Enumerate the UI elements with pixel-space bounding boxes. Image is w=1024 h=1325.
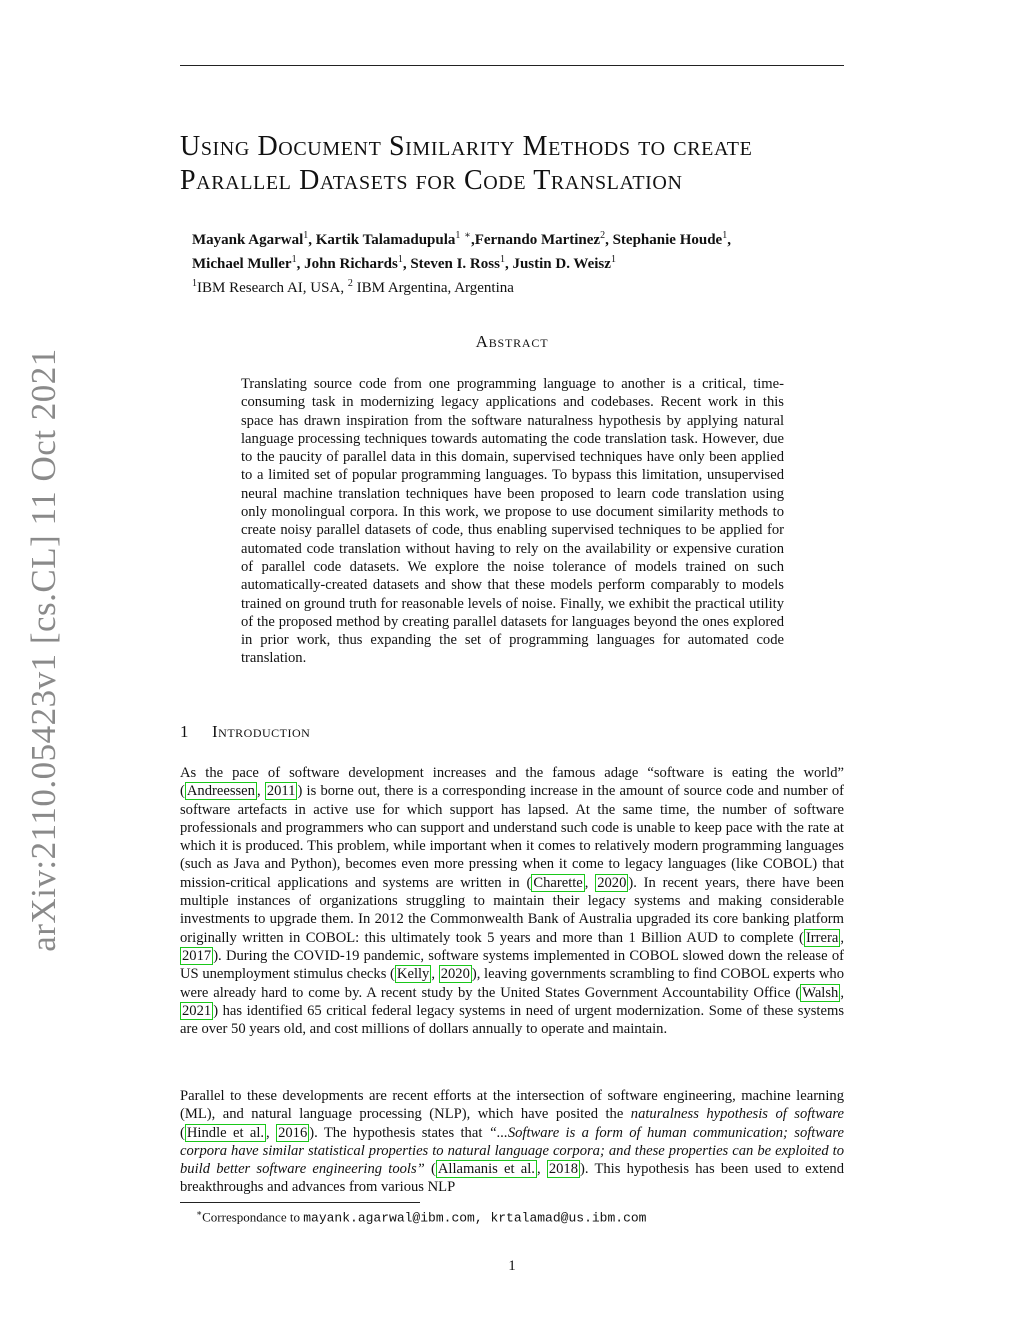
citation-year: 2021 [182,1002,212,1019]
affiliation-mark: 1 [610,254,616,265]
author-name: , Kartik Talamadupula [308,232,456,248]
affiliation-mark: 1 [303,230,309,241]
citation-year: 2018 [548,1161,578,1178]
author-name: , Steven I. Ross [402,256,500,272]
section-number: 1 [180,722,189,741]
body-text: ). This hypothesis has been used to extend breakthroughs and advances from various NLP [180,1161,845,1196]
abstract-text: Translating source code from one programming language to another is a critical, time-consuming task in modernizing legacy applications and codebases. Recent work in this space has drawn inspiration from the software naturalness hypothesis by applying natural language processing techniques towards automating the code translation task. However, due to the paucity of parallel data in this domain, supervised techniques have only been applied to a limited set of popular programming languages. To bypass this limitation, unsupervised neural machine translation techniques have been proposed to learn code translation using only monolingual corpora. In this work, we propose to use document similarity methods to create noisy parallel datasets of code, thus enabling supervised techniques to be applied for automated code translation without having to rely on the availability or expensive curation of parallel code datasets. We explore the noise tolerance of models trained on such automatically-created datasets and show that these models perform comparably to models trained on ground truth for reasonable levels of noise. Finally, we exhibit the practical utility of the proposed method by creating parallel datasets for languages beyond the ones explored in prior work, thus expanding the set of programming languages for automated code translation. [241,376,784,667]
body-text: As the pace of software development increases and the famous adage “software is eating the world” ( [180,765,844,800]
affiliation-mark: 1 [192,278,197,289]
affiliation-mark: 2 [600,230,606,241]
emphasized-quote: “...Software is a form of human communication; software corpora have similar statistical properties to natural language corpora; and these properties can be exploited to build better software engineering tools” [180,1124,844,1178]
citation-author: Irrera [805,929,839,946]
body-text: ). In recent years, there have been multiple instances of organizations struggling to maintain their legacy systems and making considerable investments to upgrade them. In 2012 the Commonwealth Bank of Australia upgraded its core banking platform originally written in COBOL: this ultimately took 5 years and more than 1 Billion AUD to complete ( [180,874,845,946]
affiliation-mark: 1 [397,254,403,265]
title-line-1: Using Document Similarity Methods to create [180,131,753,162]
author-name: ,Fernando Martinez [470,232,601,248]
abstract-heading: Abstract [475,332,549,351]
body-text: , [266,1124,277,1141]
citation-link[interactable] [185,782,257,800]
citation-link[interactable] [180,1002,213,1020]
emphasized-text: naturalness hypothesis of software [630,1106,844,1123]
citation-link[interactable] [436,1160,537,1178]
footnote-rule [180,1202,420,1203]
body-text: , [536,1161,547,1178]
header-rule [180,65,844,66]
citation-link[interactable] [595,874,628,892]
body-text: ) is borne out, there is a corresponding increase in the amount of source code and number of software artefacts in active use for which support has lapsed. At the same time, the number of software professionals and programmers who can support and understand such code is unable to keep pace with the rate at which it is produced. This problem, while important when it comes to relatively modern programming languages (such as Java and Python), becomes even more pressing when it come to legacy languages (like COBOL) that mission-critical applications and systems are written in ( [180,783,844,891]
citation-link[interactable] [395,965,431,983]
affiliation-mark: 1 [499,254,505,265]
affiliations [192,274,832,298]
citation-link[interactable] [439,965,472,983]
contact-emails[interactable]: mayank.agarwal@ibm.com, krtalamad@us.ibm.com [303,1210,647,1226]
citation-year: 2020 [440,966,470,983]
citation-author: Kelly [396,966,430,983]
section-heading-introduction [180,722,310,742]
affiliation-mark: 1 [455,230,461,241]
affiliation-mark: 1 [291,254,297,265]
author-name: , Stephanie Houde [605,232,723,248]
arxiv-identifier: arXiv:2110.05423v1 [cs.CL] 11 Oct 2021 [24,348,63,952]
body-text: , [256,783,265,800]
affiliation-mark: 1 [722,230,728,241]
citation-link[interactable] [800,984,840,1002]
citation-link[interactable] [547,1160,580,1178]
body-text: ), leaving governments scrambling to find COBOL experts who were already hard to come by. A recent study by the United States Government Accountability Office ( [180,966,844,1001]
citation-link[interactable] [531,874,584,892]
author-name: , Justin D. Weisz [504,256,611,272]
title-line-2: Parallel Datasets for Code Translation [180,165,683,196]
citation-author: Walsh [802,984,839,1001]
body-text: Parallel to these developments are recent efforts at the intersection of software engineering, machine learning (ML), and natural language processing (NLP), which have posited the [180,1088,844,1123]
body-text: , [584,874,596,891]
affiliation-mark: 2 [347,278,353,289]
author-names-line-2 [192,250,832,274]
affiliation-text: IBM Research AI, USA, [197,280,348,296]
page-number: 1 [508,1258,516,1274]
citation-author: Andreessen [186,783,255,800]
body-text: , [840,984,844,1001]
author-block [192,226,832,298]
citation-link[interactable] [185,1124,266,1142]
footnote-marker[interactable]: ∗ [464,230,471,241]
body-text: ). The hypothesis states that [309,1124,489,1141]
citation-author: Charette [533,874,583,891]
author-name: Michael Muller [192,256,292,272]
author-name: , John Richards [296,256,398,272]
footnote-marker: ∗ [196,1208,203,1218]
citation-year: 2011 [266,783,296,800]
footnote [196,1208,646,1225]
intro-paragraph-1 [180,764,844,1038]
affiliation-text: IBM Argentina, Argentina [352,280,514,296]
body-text: , [431,966,439,983]
citation-link[interactable] [180,947,213,965]
citation-author: Hindle et al. [186,1124,265,1141]
body-text: ( [424,1161,436,1178]
body-text: ( [180,1124,185,1141]
citation-link[interactable] [265,782,298,800]
citation-link[interactable] [804,929,840,947]
author-separator: , [727,232,731,248]
author-names-line-1 [192,226,832,250]
author-name: Mayank Agarwal [192,232,304,248]
citation-year: 2020 [597,874,627,891]
section-title: Introduction [212,722,311,741]
citation-link[interactable] [276,1124,309,1142]
footnote-text: Correspondance to [202,1209,304,1225]
citation-author: Allamanis et al. [437,1161,535,1178]
paper-title [180,130,860,198]
citation-year: 2017 [182,947,212,964]
body-text: ). During the COVID-19 pandemic, software systems implemented in COBOL slowed down the release of US unemployment stimulus checks ( [180,947,844,983]
body-text: , [840,929,844,946]
intro-paragraph-2 [180,1087,844,1197]
body-text: ) has identified 65 critical federal legacy systems in need of urgent modernization. Some of these systems are over 50 years old, and cost millions of dollars annually to operate and maintain. [180,1002,844,1038]
citation-year: 2016 [278,1124,308,1141]
